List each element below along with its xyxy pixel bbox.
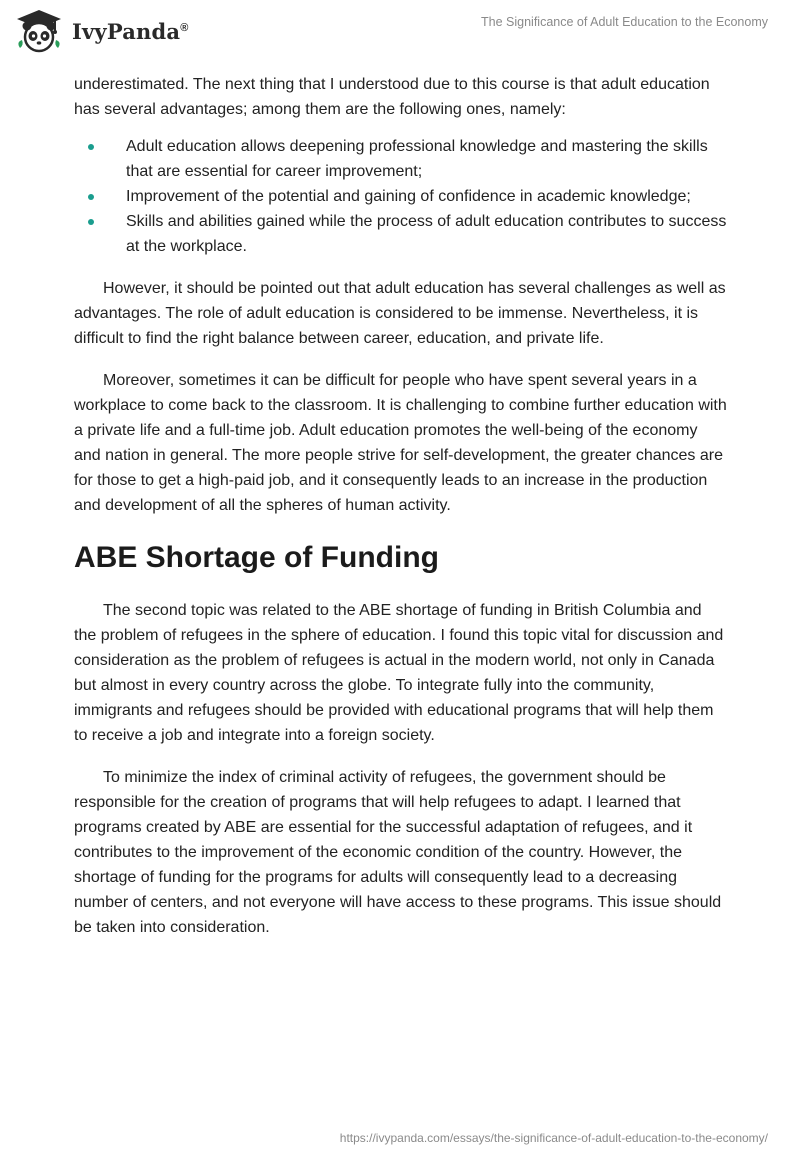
brand-name: IvyPanda — [72, 18, 181, 44]
bullet-dot-icon — [88, 194, 94, 200]
document-title: The Significance of Adult Education to the Economy — [481, 15, 768, 29]
registered-mark: ® — [180, 21, 189, 34]
abe-funding-paragraph: The second topic was related to the ABE shortage of funding in British Columbia and the problem of refugees in the sphere of education. I found this topic vital for discussion and consideration as the problem of refugees is actual in the modern world, not only in Canada but almost in every country across the globe. To integrate fully into the community, immigrants and refugees should be provided with educational programs that will help them to receive a job and integrate into a foreign society. — [74, 602, 724, 744]
intro-paragraph: underestimated. The next thing that I understood due to this course is that adult education has several advantages; among them are the following ones, namely: — [74, 76, 710, 118]
source-url[interactable]: https://ivypanda.com/essays/the-significance-of-adult-education-to-the-economy/ — [339, 1131, 768, 1145]
workplace-paragraph: Moreover, sometimes it can be difficult for people who have spent several years in a workplace to come back to the classroom. It is challenging to combine further education with a private life and a full-time job. Adult education promotes the well-being of the economy and nation in general. The more people strive for self-development, the greater chances are for those to get a high-paid job, and it consequently leads to an increase in the production and development of all the spheres of human activity. — [74, 372, 727, 514]
list-item — [74, 184, 728, 209]
refugees-paragraph: To minimize the index of criminal activity of refugees, the government should be responsible for the creation of programs that will help refugees to adapt. I learned that programs created by ABE are essential for the successful adaptation of refugees, and it contributes to the improvement of the economic condition of the country. However, the shortage of funding for the programs for adults will consequently lead to a decreasing number of centers, and not everyone will have access to these programs. This issue should be taken into consideration. — [74, 769, 722, 936]
bullet-dot-icon — [88, 219, 94, 225]
advantages-list — [74, 134, 728, 259]
section-heading: ABE Shortage of Funding — [74, 541, 439, 574]
bullet-dot-icon — [88, 144, 94, 150]
list-item-text: Adult education allows deepening professional knowledge and mastering the skills that are essential for career improvement; — [126, 138, 708, 180]
list-item — [74, 134, 728, 184]
ivypanda-logo[interactable] — [14, 8, 189, 54]
page-header — [0, 0, 800, 70]
list-item — [74, 209, 728, 259]
challenges-paragraph: However, it should be pointed out that adult education has several challenges as well as advantages. The role of adult education is considered to be immense. Nevertheless, it is difficult to find the right balance between career, education, and private life. — [74, 280, 726, 347]
panda-graduate-icon — [14, 8, 64, 54]
list-item-text: Skills and abilities gained while the process of adult education contributes to success at the workplace. — [126, 213, 727, 255]
list-item-text: Improvement of the potential and gaining of confidence in academic knowledge; — [126, 188, 691, 205]
essay-content — [74, 72, 728, 940]
